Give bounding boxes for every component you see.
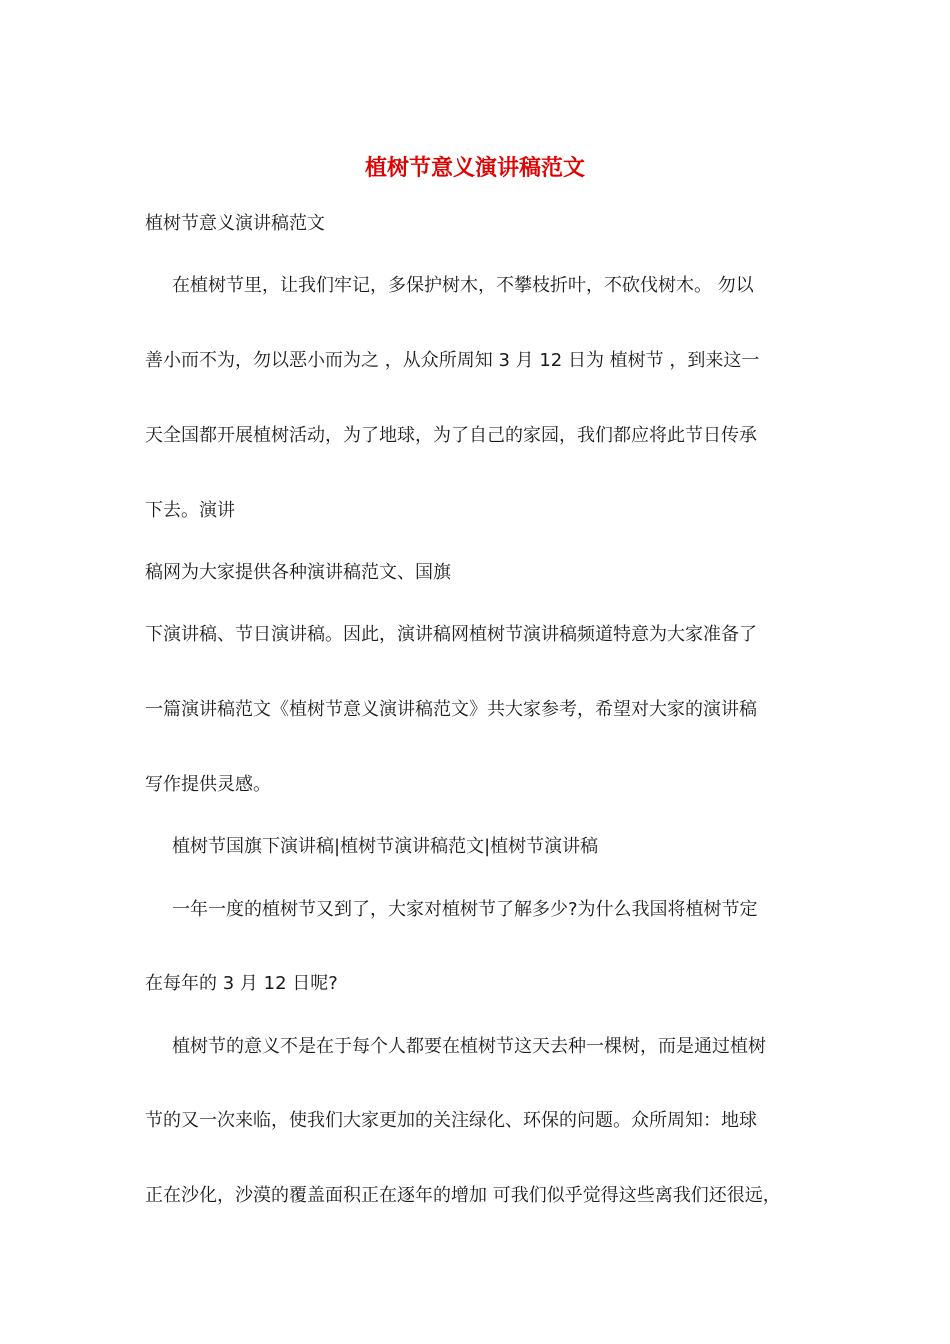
body-line-8: 写作提供灵感。 [145, 774, 271, 795]
body-line-12: 植树节的意义不是在于每个人都要在植树节这天去种一棵树，而是通过植树 [172, 1036, 766, 1057]
body-line-4: 下去。演讲 [145, 500, 235, 521]
body-line-2: 善小而不为，勿以恶小而为之 ，从众所周知 3 月 12 日为 植树节 ，到来这一 [145, 350, 760, 371]
body-line-7: 一篇演讲稿范文《植树节意义演讲稿范文》共大家参考，希望对大家的演讲稿 [145, 699, 757, 720]
links-line: 植树节国旗下演讲稿|植树节演讲稿范文|植树节演讲稿 [172, 836, 599, 857]
body-line-6: 下演讲稿、节日演讲稿。因此，演讲稿网植树节演讲稿频道特意为大家准备了 [145, 624, 757, 645]
body-line-10: 一年一度的植树节又到了，大家对植树节了解多少?为什么我国将植树节定 [172, 899, 758, 920]
document-title: 植树节意义演讲稿范文 [364, 155, 585, 181]
body-line-3: 天全国都开展植树活动，为了地球，为了自己的家园，我们都应将此节日传承 [145, 425, 757, 446]
body-line-14: 正在沙化，沙漠的覆盖面积正在逐年的增加 可我们似乎觉得这些离我们还很远， [145, 1185, 781, 1206]
body-line-11: 在每年的 3 月 12 日呢? [145, 973, 338, 994]
body-line-5: 稿网为大家提供各种演讲稿范文、国旗 [145, 562, 451, 583]
body-line-1: 在植树节里，让我们牢记，多保护树木，不攀枝折叶，不砍伐树木。 勿以 [172, 275, 754, 296]
body-line-13: 节的又一次来临，使我们大家更加的关注绿化、环保的问题。众所周知：地球 [145, 1110, 757, 1131]
subtitle-line: 植树节意义演讲稿范文 [145, 213, 325, 234]
